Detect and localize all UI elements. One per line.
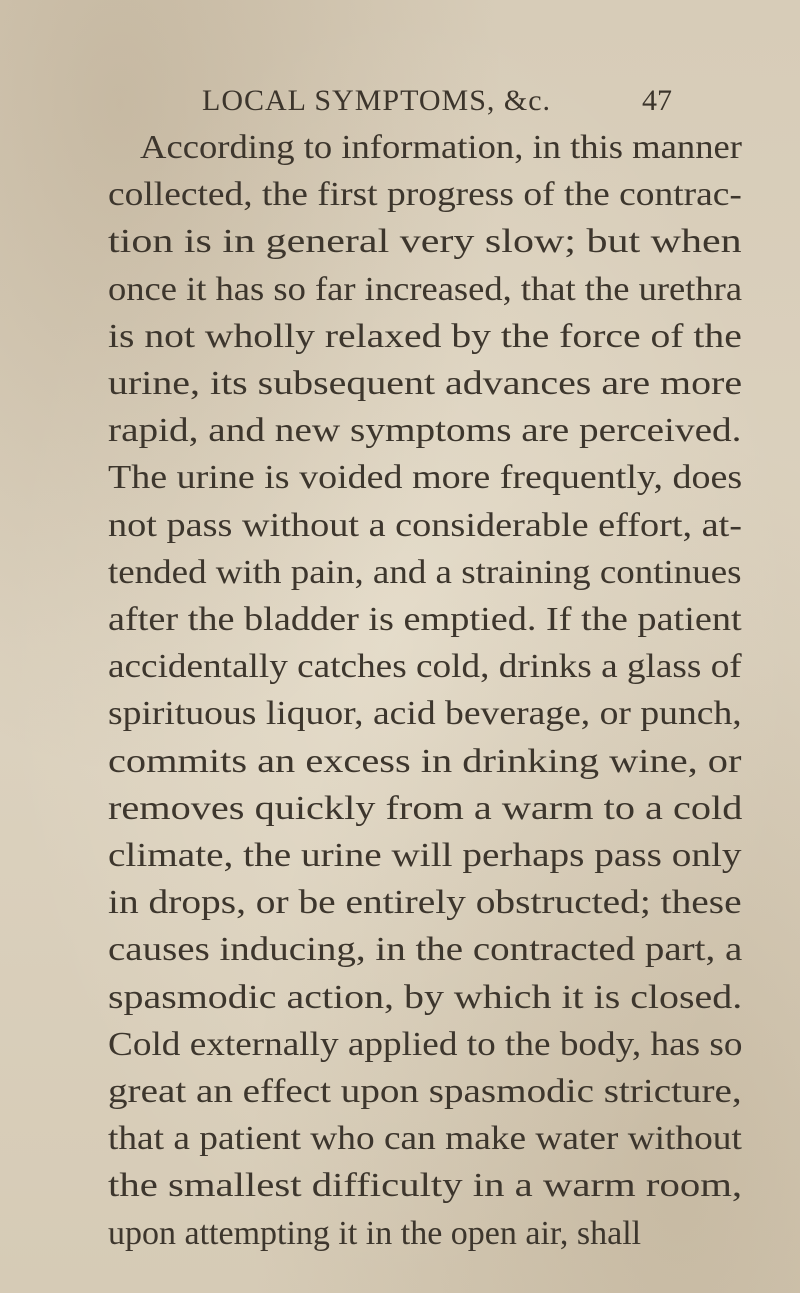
text-line: commits an excess in drinking wine, or [108, 742, 742, 780]
running-head [0, 78, 800, 122]
running-title: LOCAL SYMPTOMS, &c. [202, 84, 552, 117]
text-line: in drops, or be entirely obstructed; these [108, 884, 742, 922]
text-line: collected, the first progress of the contrac- [108, 176, 742, 214]
text-line: spasmodic action, by which it is closed. [108, 978, 743, 1016]
text-line: Cold externally applied to the body, has so [108, 1025, 743, 1063]
text-line: is not wholly relaxed by the force of the [108, 317, 742, 355]
text-line: not pass without a considerable effort, at- [108, 506, 743, 544]
text-line: tion is in general very slow; but when [108, 223, 742, 261]
text-line: tended with pain, and a straining continues [108, 553, 742, 591]
text-line: after the bladder is emptied. If the patient [108, 601, 742, 638]
text-line: upon attempting it in the open air, shall [108, 1214, 642, 1252]
page-number: 47 [642, 84, 672, 117]
text-line: that a patient who can make water without [108, 1120, 742, 1158]
text-line: spirituous liquor, acid beverage, or punch, [108, 695, 742, 733]
text-line: rapid, and new symptoms are perceived. [108, 412, 742, 450]
text-line: once it has so far increased, that the urethra [108, 270, 743, 308]
text-line: According to information, in this manner [140, 129, 742, 166]
text-line: great an effect upon spasmodic stricture, [108, 1073, 742, 1110]
text-line: The urine is voided more frequently, does [108, 459, 743, 497]
text-line: causes inducing, in the contracted part, a [108, 931, 743, 969]
text-line: removes quickly from a warm to a cold [108, 789, 743, 827]
text-line: the smallest difficulty in a warm room, [108, 1167, 743, 1205]
text-line: accidentally catches cold, drinks a glass of [108, 648, 742, 686]
text-line: climate, the urine will perhaps pass only [108, 837, 742, 874]
text-line: urine, its subsequent advances are more [108, 365, 743, 402]
